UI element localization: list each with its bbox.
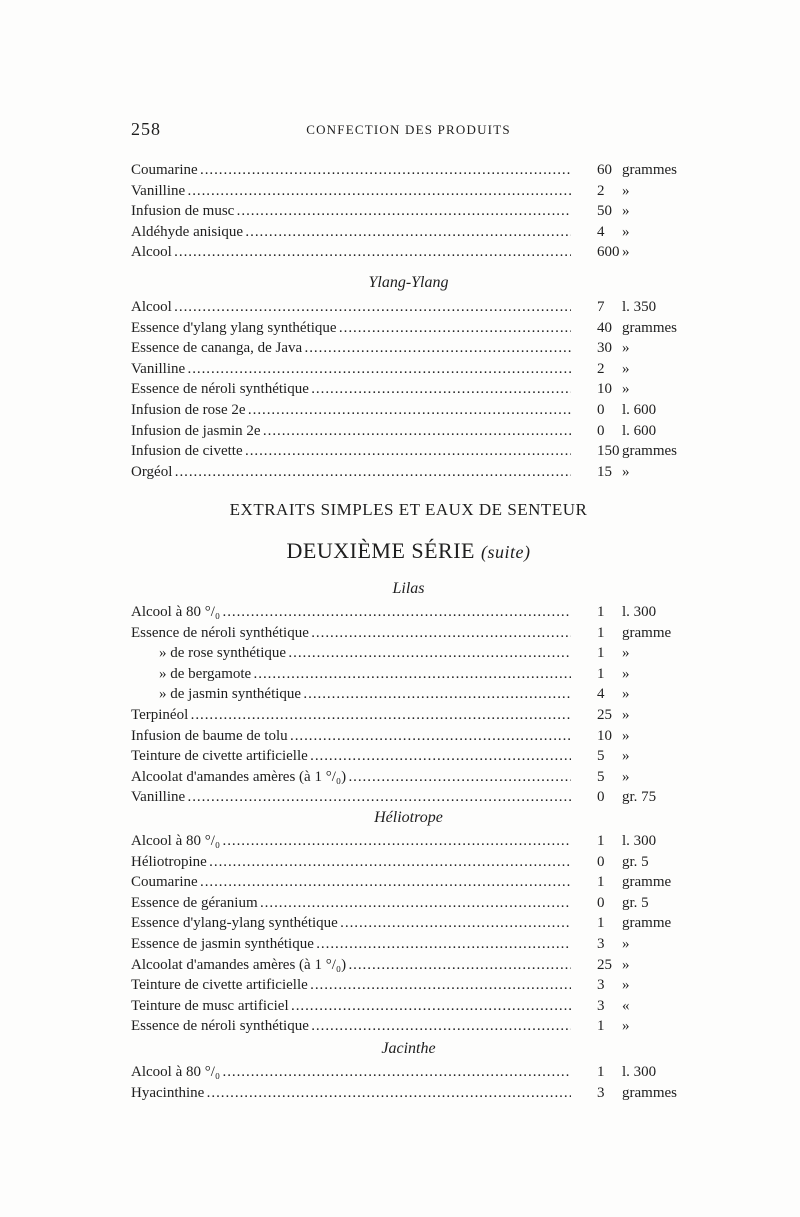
ingredient-quantity: 150 xyxy=(597,443,620,460)
ingredient-quantity: 1 xyxy=(597,604,605,620)
ingredient-unit: » xyxy=(622,360,630,377)
ingredient-unit: » xyxy=(622,1018,630,1035)
ingredient-unit: grammes xyxy=(622,1084,677,1101)
ingredient-quantity: 15 xyxy=(597,463,612,480)
ingredient-quantity: 4 xyxy=(597,686,605,703)
ingredient-unit: gramme xyxy=(622,624,672,641)
ingredient-quantity: 5 xyxy=(597,748,605,765)
ingredient-unit: » xyxy=(622,665,630,682)
ingredient-unit: gr. 5 xyxy=(622,894,649,911)
ingredient-name: Teinture de civette artificielle . . . xyxy=(131,975,571,996)
subtitle-heliotrope: Héliotrope xyxy=(374,809,443,826)
ingredient-name: Essence de néroli synthétique . . . xyxy=(131,379,571,400)
ingredient-name: Terpinéol . . . xyxy=(131,705,571,726)
ingredient-name: Alcool à 80 °/₀ . . . xyxy=(131,1062,571,1083)
ingredient-name: Coumarine . . . xyxy=(131,160,571,181)
ingredient-unit: l. 300 xyxy=(622,833,657,849)
ingredient-unit: » xyxy=(622,381,630,398)
ingredient-unit: » xyxy=(622,223,630,240)
ingredient-name: Essence de cananga, de Java . . . xyxy=(131,338,571,359)
ingredient-quantity: 50 xyxy=(597,203,612,220)
ingredient-name: Vanilline . . . xyxy=(131,181,571,202)
ingredient-unit: « xyxy=(622,997,630,1014)
ingredient-quantity: 1 xyxy=(597,1064,605,1080)
ingredient-unit: » xyxy=(622,935,630,952)
ingredient-unit: » xyxy=(622,340,630,357)
ingredient-quantity: 3 xyxy=(597,1084,605,1101)
ingredient-unit: » xyxy=(622,203,630,220)
subtitle-ylang-ylang: Ylang-Ylang xyxy=(368,274,449,291)
ingredient-quantity: 10 xyxy=(597,727,612,744)
ingredient-unit: l. 600 xyxy=(622,401,657,418)
ingredient-name: Alcool à 80 °/₀ . . . xyxy=(131,831,571,852)
ingredient-name: Alcool . . . xyxy=(131,297,571,318)
ingredient-unit: » xyxy=(622,727,630,744)
ingredient-name: Orgéol . . . xyxy=(131,462,571,483)
ingredient-quantity: 1 xyxy=(597,915,605,932)
ingredient-name: Teinture de civette artificielle . . . xyxy=(131,746,571,767)
ingredient-quantity: 40 xyxy=(597,319,612,336)
ingredient-unit: l. 300 xyxy=(622,1064,657,1080)
series-suffix: (suite) xyxy=(481,542,531,562)
ingredient-name: Infusion de baume de tolu . . . xyxy=(131,726,571,747)
ingredient-name: Essence d'ylang-ylang synthétique . . . xyxy=(131,913,571,934)
section-heading: EXTRAITS SIMPLES ET EAUX DE SENTEUR xyxy=(229,500,588,519)
ingredient-unit: grammes xyxy=(622,162,677,178)
ingredient-name: » de bergamote . . . xyxy=(131,664,571,685)
ingredient-quantity: 2 xyxy=(597,360,605,377)
series-heading xyxy=(131,538,686,564)
ingredient-quantity: 0 xyxy=(597,894,605,911)
ingredient-name: Essence de néroli synthétique . . . xyxy=(131,1016,571,1037)
series-title: DEUXIÈME SÉRIE xyxy=(286,538,475,563)
subtitle-lilas: Lilas xyxy=(392,580,425,597)
ingredient-quantity: 7 xyxy=(597,299,605,315)
ingredient-name: » de rose synthétique . . . xyxy=(131,643,571,664)
ingredient-quantity: 10 xyxy=(597,381,612,398)
ingredient-unit: l. 350 xyxy=(622,299,657,315)
ingredient-unit: » xyxy=(622,182,630,199)
ingredient-unit: grammes xyxy=(622,319,677,336)
ingredient-quantity: 0 xyxy=(597,401,605,418)
ingredient-name: Alcool . . . xyxy=(131,242,571,263)
ingredient-quantity: 1 xyxy=(597,624,605,641)
ingredient-unit: » xyxy=(622,645,630,662)
ingredient-quantity: 25 xyxy=(597,706,612,723)
ingredient-quantity: 1 xyxy=(597,874,605,891)
ingredient-unit: » xyxy=(622,463,630,480)
ingredient-unit: l. 300 xyxy=(622,604,657,620)
ingredient-unit: grammes xyxy=(622,443,677,460)
page-number: 258 xyxy=(131,119,161,139)
ingredient-name: Infusion de rose 2e . . . xyxy=(131,400,571,421)
ingredient-quantity: 1 xyxy=(597,1018,605,1035)
ingredient-quantity: 3 xyxy=(597,997,605,1014)
ingredient-unit: » xyxy=(622,706,630,723)
ingredient-name: Héliotropine . . . xyxy=(131,852,571,873)
ingredient-quantity: 0 xyxy=(597,789,605,806)
ingredient-name: Aldéhyde anisique . . . xyxy=(131,222,571,243)
ingredient-name: Alcool à 80 °/₀ . . . xyxy=(131,602,571,623)
ingredient-quantity: 60 xyxy=(597,162,612,178)
ingredient-quantity: 5 xyxy=(597,768,605,785)
ingredient-name: Essence de géranium . . . xyxy=(131,893,571,914)
ingredient-name: Essence d'ylang ylang synthétique . . . xyxy=(131,318,571,339)
ingredient-quantity: 1 xyxy=(597,645,605,662)
ingredient-unit: gr. 5 xyxy=(622,853,649,870)
ingredient-quantity: 1 xyxy=(597,833,605,849)
ingredient-quantity: 1 xyxy=(597,665,605,682)
ingredient-name: Coumarine . . . xyxy=(131,872,571,893)
ingredient-unit: gramme xyxy=(622,874,672,891)
ingredient-quantity: 600 xyxy=(597,244,620,261)
ingredient-unit: » xyxy=(622,244,630,261)
ingredient-quantity: 30 xyxy=(597,340,612,357)
ingredient-unit: » xyxy=(622,748,630,765)
ingredient-unit: l. 600 xyxy=(622,422,657,439)
ingredient-name: Infusion de musc . . . xyxy=(131,201,571,222)
ingredient-unit: gr. 75 xyxy=(622,789,657,806)
ingredient-name: Infusion de civette . . . xyxy=(131,441,571,462)
ingredient-unit: » xyxy=(622,686,630,703)
ingredient-quantity: 0 xyxy=(597,853,605,870)
ingredient-quantity: 2 xyxy=(597,182,605,199)
ingredient-name: Vanilline . . . xyxy=(131,787,571,808)
page-header xyxy=(131,119,686,141)
ingredient-quantity: 4 xyxy=(597,223,605,240)
running-head: CONFECTION DES PRODUITS xyxy=(306,122,511,137)
ingredient-name: Infusion de jasmin 2e . . . xyxy=(131,421,571,442)
ingredient-unit: » xyxy=(622,977,630,994)
ingredient-unit: » xyxy=(622,956,630,973)
ingredient-name: » de jasmin synthétique . . . xyxy=(131,684,571,705)
subtitle-jacinthe: Jacinthe xyxy=(381,1040,436,1057)
ingredient-name: Essence de jasmin synthétique . . . xyxy=(131,934,571,955)
ingredient-unit: gramme xyxy=(622,915,672,932)
ingredient-unit: » xyxy=(622,768,630,785)
ingredient-quantity: 0 xyxy=(597,422,605,439)
ingredient-quantity: 3 xyxy=(597,935,605,952)
ingredient-name: Essence de néroli synthétique . . . xyxy=(131,623,571,644)
ingredient-quantity: 3 xyxy=(597,977,605,994)
ingredient-name: Alcoolat d'amandes amères (à 1 °/₀) . . . xyxy=(131,767,571,788)
ingredient-name: Alcoolat d'amandes amères (à 1 °/₀) . . . xyxy=(131,955,571,976)
ingredient-name: Hyacinthine . . . xyxy=(131,1083,571,1104)
ingredient-name: Teinture de musc artificiel . . . xyxy=(131,996,571,1017)
ingredient-name: Vanilline . . . xyxy=(131,359,571,380)
ingredient-quantity: 25 xyxy=(597,956,612,973)
